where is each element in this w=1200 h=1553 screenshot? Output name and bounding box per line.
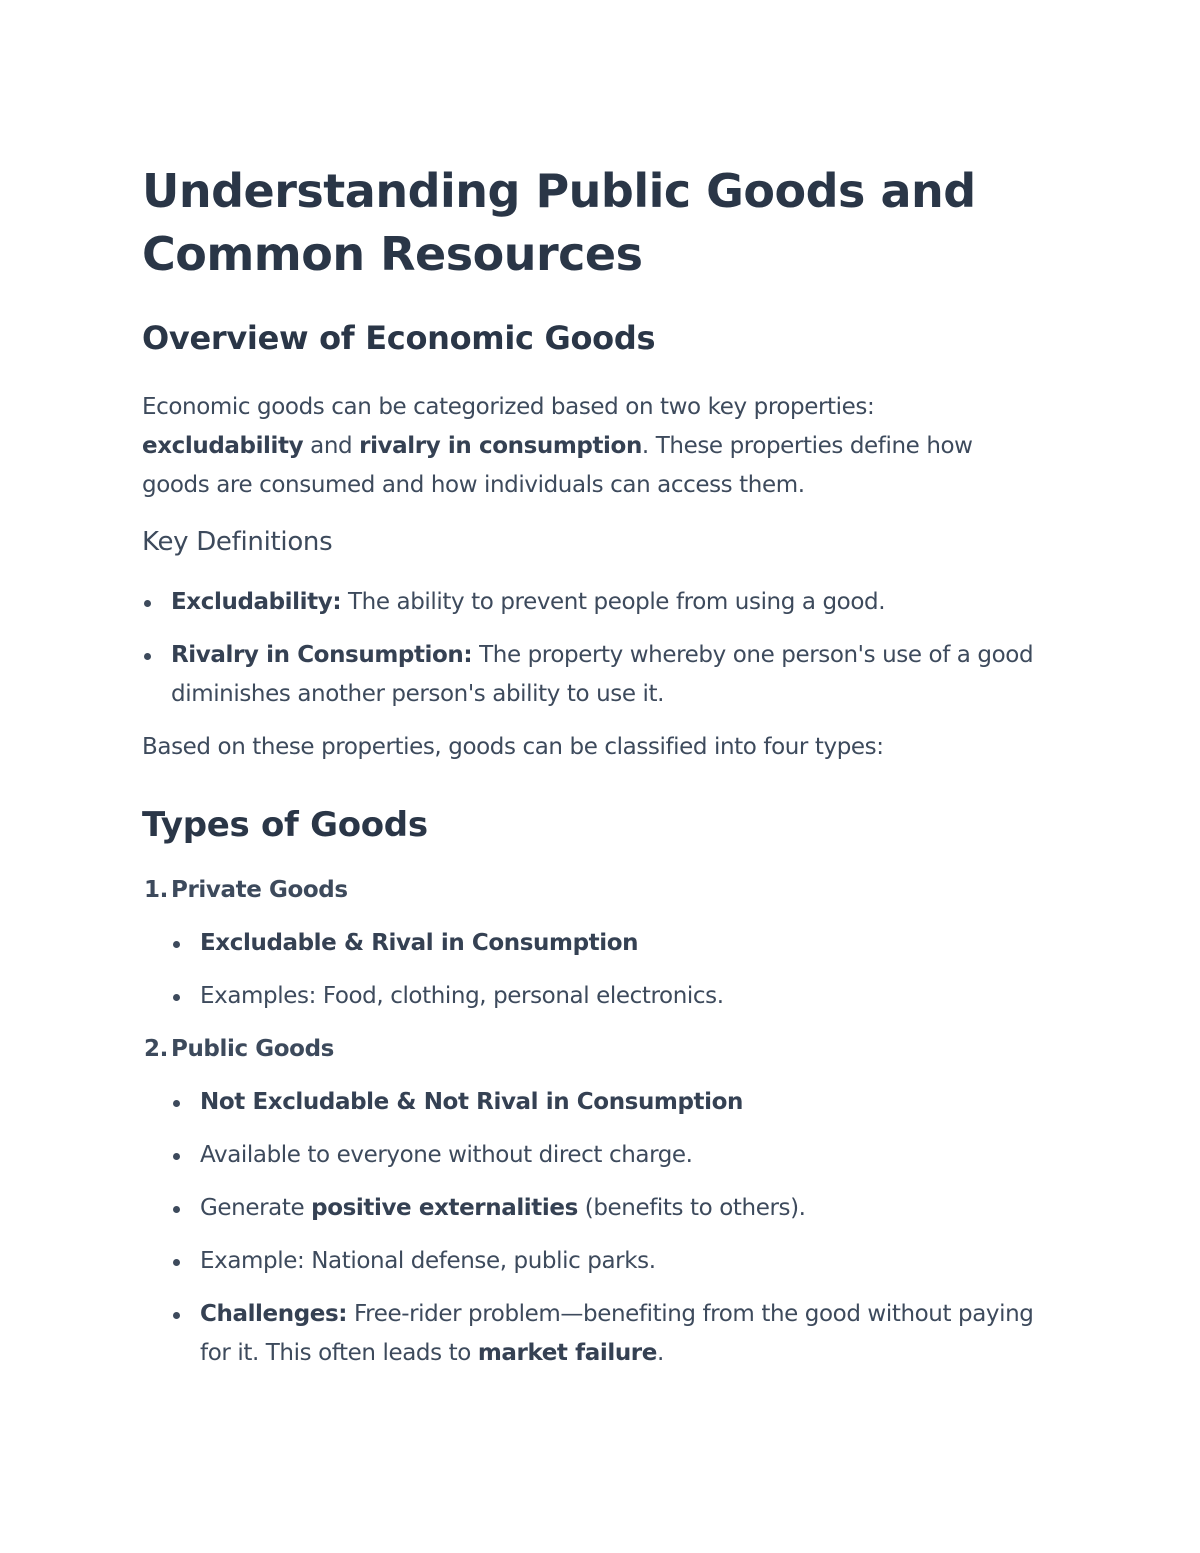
text: . (656, 1340, 664, 1366)
definition-term: Rivalry in Consumption: (171, 642, 473, 668)
definition-text: The ability to prevent people from using a good. (341, 589, 886, 615)
type-title: Public Goods (171, 1036, 334, 1062)
list-item (171, 1083, 1042, 1122)
definition-excludability (142, 583, 1042, 622)
definition-rivalry (142, 636, 1042, 714)
intro-paragraph (142, 388, 1042, 505)
document-page (142, 160, 1042, 1387)
intro-bold-excludability: excludability (142, 433, 304, 459)
text: Free-rider problem—benefiting from the good without paying for it. This often leads to (200, 1301, 1034, 1366)
bold-challenges: Challenges: (200, 1301, 348, 1327)
public-goods-details (171, 1083, 1042, 1373)
definition-text: The property whereby one person's use of a good diminishes another person's ability to use it. (171, 642, 1034, 707)
definitions-list (142, 583, 1042, 714)
types-heading: Types of Goods (142, 805, 428, 845)
page-title: Understanding Public Goods and Common Resources (142, 164, 976, 281)
bold-market-failure: market failure (477, 1340, 657, 1366)
intro-bold-rivalry: rivalry in consumption (359, 433, 642, 459)
list-item: Examples: Food, clothing, personal electronics. (171, 977, 1042, 1016)
bold-positive-externalities: positive externalities (311, 1195, 578, 1221)
type-number: 2. (144, 1036, 168, 1062)
intro-text-1: Economic goods can be categorized based on two key properties: (142, 394, 875, 420)
type-private-goods (142, 871, 1042, 1016)
list-item (171, 1295, 1042, 1373)
intro-text-3: . These properties define how goods are consumed and how individuals can access them. (142, 433, 973, 498)
type-number: 1. (144, 877, 168, 903)
overview-heading: Overview of Economic Goods (142, 319, 656, 357)
classification-intro: Based on these properties, goods can be classified into four types: (142, 734, 884, 760)
public-property: Not Excludable & Not Rival in Consumption (200, 1089, 744, 1115)
private-goods-details (171, 924, 1042, 1016)
type-public-goods (142, 1030, 1042, 1373)
list-item (171, 1189, 1042, 1228)
list-item: Available to everyone without direct charge. (171, 1136, 1042, 1175)
definition-term: Excludability: (171, 589, 342, 615)
list-item (171, 924, 1042, 963)
list-item: Example: National defense, public parks. (171, 1242, 1042, 1281)
text: (benefits to others). (577, 1195, 806, 1221)
type-title: Private Goods (171, 877, 348, 903)
text: Generate (200, 1195, 312, 1221)
private-property: Excludable & Rival in Consumption (200, 930, 639, 956)
key-definitions-heading: Key Definitions (142, 527, 333, 557)
intro-text-2: and (303, 433, 360, 459)
types-list (142, 871, 1042, 1373)
